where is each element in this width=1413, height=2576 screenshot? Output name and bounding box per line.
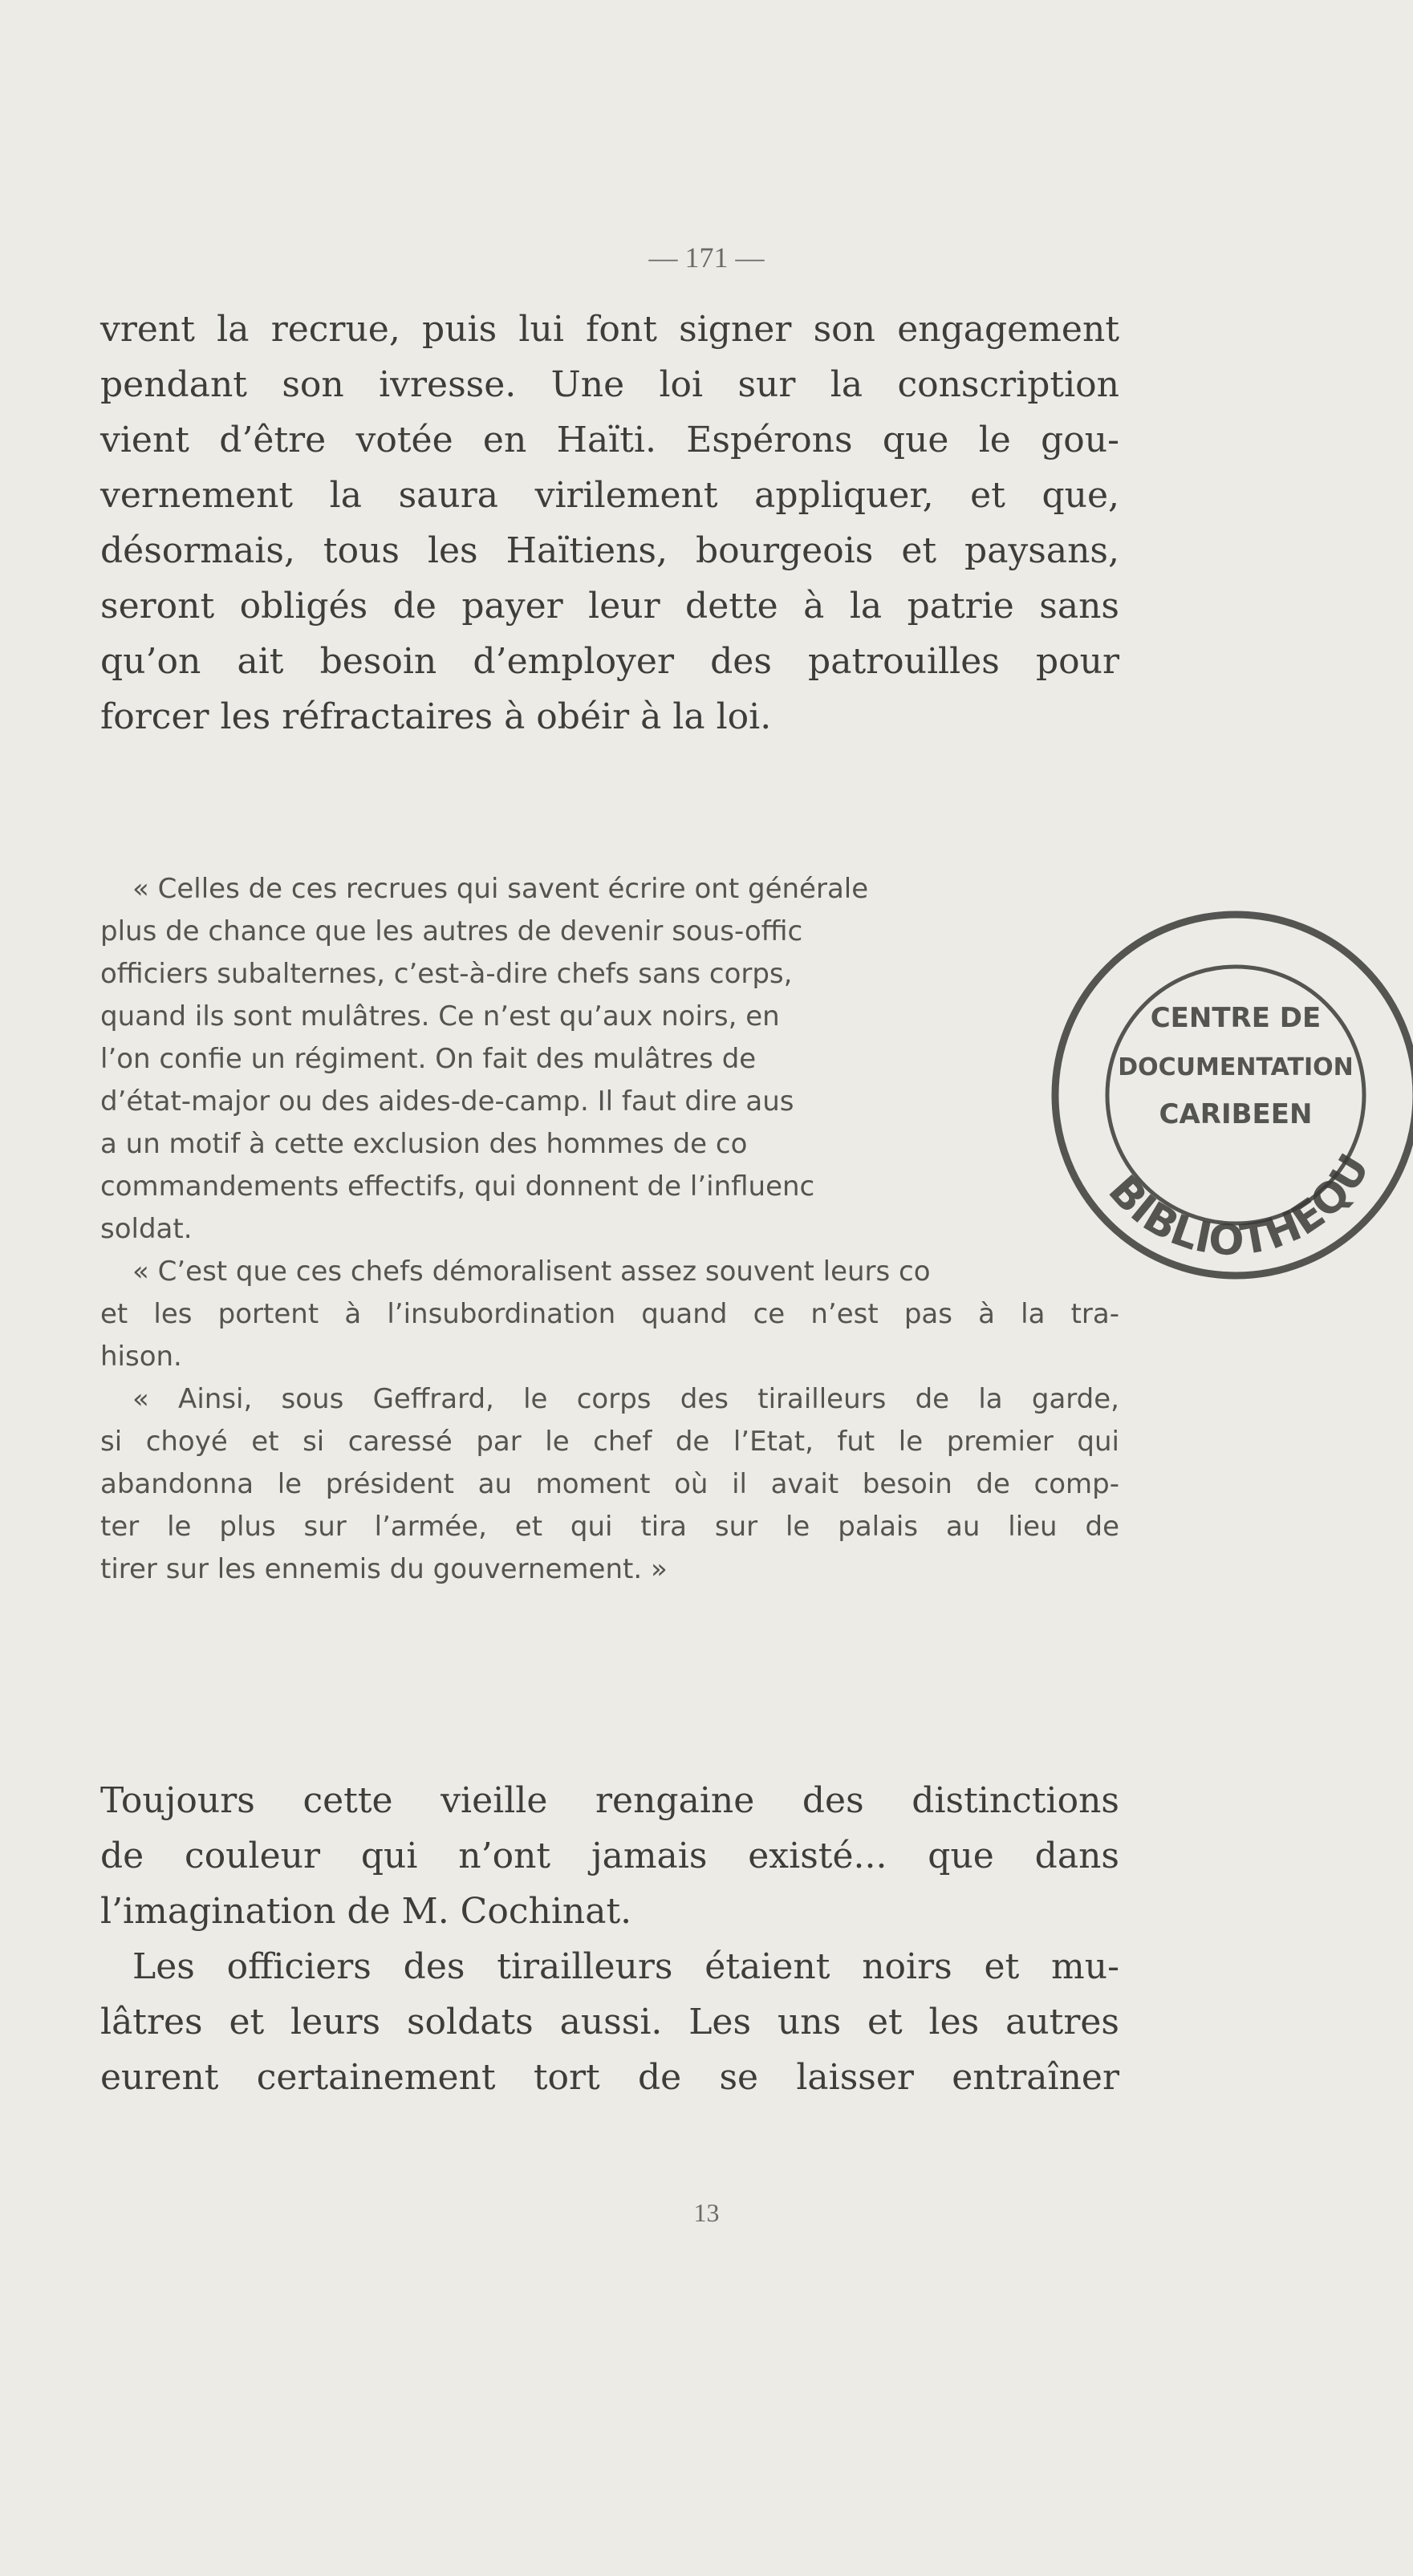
quote-line: ter le plus sur l’armée, et qui tira sur le palais au lieu de: [100, 1511, 1119, 1543]
text-line: Les officiers des tirailleurs étaient noirs et mu-: [132, 1946, 1119, 1987]
quote-line: si choyé et si caressé par le chef de l’Etat, fut le premier qui: [100, 1426, 1119, 1458]
text-line: forcer les réfractaires à obéir à la loi.: [100, 696, 772, 737]
quote-line: abandonna le président au moment où il avait besoin de comp-: [100, 1468, 1119, 1500]
quote-line: l’on confie un régiment. On fait des mulâtres de: [100, 1043, 757, 1075]
quote-line: « Celles de ces recrues qui savent écrire ont générale: [132, 873, 869, 905]
quote-line: soldat.: [100, 1213, 193, 1245]
text-line: vernement la saura virilement appliquer, et que,: [100, 475, 1119, 516]
quote-line: hison.: [100, 1341, 182, 1373]
quote-line: « C’est que ces chefs démoralisent assez souvent leurs co: [132, 1256, 931, 1288]
paragraph-3: [100, 1939, 1119, 2105]
quotation: [100, 868, 1119, 1591]
quote-line: quand ils sont mulâtres. Ce n’est qu’aux noirs, en: [100, 1000, 780, 1032]
stamp-icon: [1035, 854, 1413, 1336]
paragraph-2: [100, 1773, 1119, 1939]
quote-line: plus de chance que les autres de devenir sous-offic: [100, 915, 803, 947]
quote-line: tirer sur les ennemis du gouvernement. »: [100, 1553, 668, 1585]
page-number: — 171 —: [648, 241, 765, 274]
stamp-line-3: CARIBEEN: [1159, 1098, 1313, 1130]
text-line: vrent la recrue, puis lui font signer son engagement: [100, 309, 1119, 350]
paragraph-1: [100, 302, 1119, 744]
text-line: seront obligés de payer leur dette à la patrie sans: [100, 586, 1119, 627]
text-line: eurent certainement tort de se laisser entraîner: [100, 2057, 1119, 2098]
quote-line: et les portent à l’insubordination quand ce n’est pas à la tra-: [100, 1298, 1119, 1330]
text-line: l’imagination de M. Cochinat.: [100, 1891, 632, 1932]
text-line: Toujours cette vieille rengaine des distinctions: [100, 1780, 1119, 1821]
signature-mark: 13: [693, 2198, 720, 2227]
stamp-arc-text: BIBLIOTHEQU: [1098, 1146, 1380, 1266]
quote-line: commandements effectifs, qui donnent de l’influenc: [100, 1170, 815, 1203]
text-line: pendant son ivresse. Une loi sur la conscription: [100, 364, 1119, 405]
text-line: lâtres et leurs soldats aussi. Les uns et les autres: [100, 2002, 1119, 2043]
stamp-line-1: CENTRE DE: [1150, 1002, 1322, 1034]
quote-line: officiers subalternes, c’est-à-dire chefs sans corps,: [100, 958, 793, 990]
quote-line: d’état-major ou des aides-de-camp. Il faut dire aus: [100, 1085, 794, 1118]
quote-line: « Ainsi, sous Geffrard, le corps des tirailleurs de la garde,: [132, 1383, 1119, 1415]
text-line: vient d’être votée en Haïti. Espérons que le gou-: [100, 420, 1119, 460]
quote-line: a un motif à cette exclusion des hommes de co: [100, 1128, 748, 1160]
stamp-line-2: DOCUMENTATION: [1118, 1053, 1354, 1081]
text-line: de couleur qui n’ont jamais existé... que dans: [100, 1836, 1119, 1876]
text-line: qu’on ait besoin d’employer des patrouilles pour: [100, 641, 1119, 682]
text-line: désormais, tous les Haïtiens, bourgeois et paysans,: [100, 530, 1119, 571]
library-stamp: [1035, 854, 1413, 1336]
